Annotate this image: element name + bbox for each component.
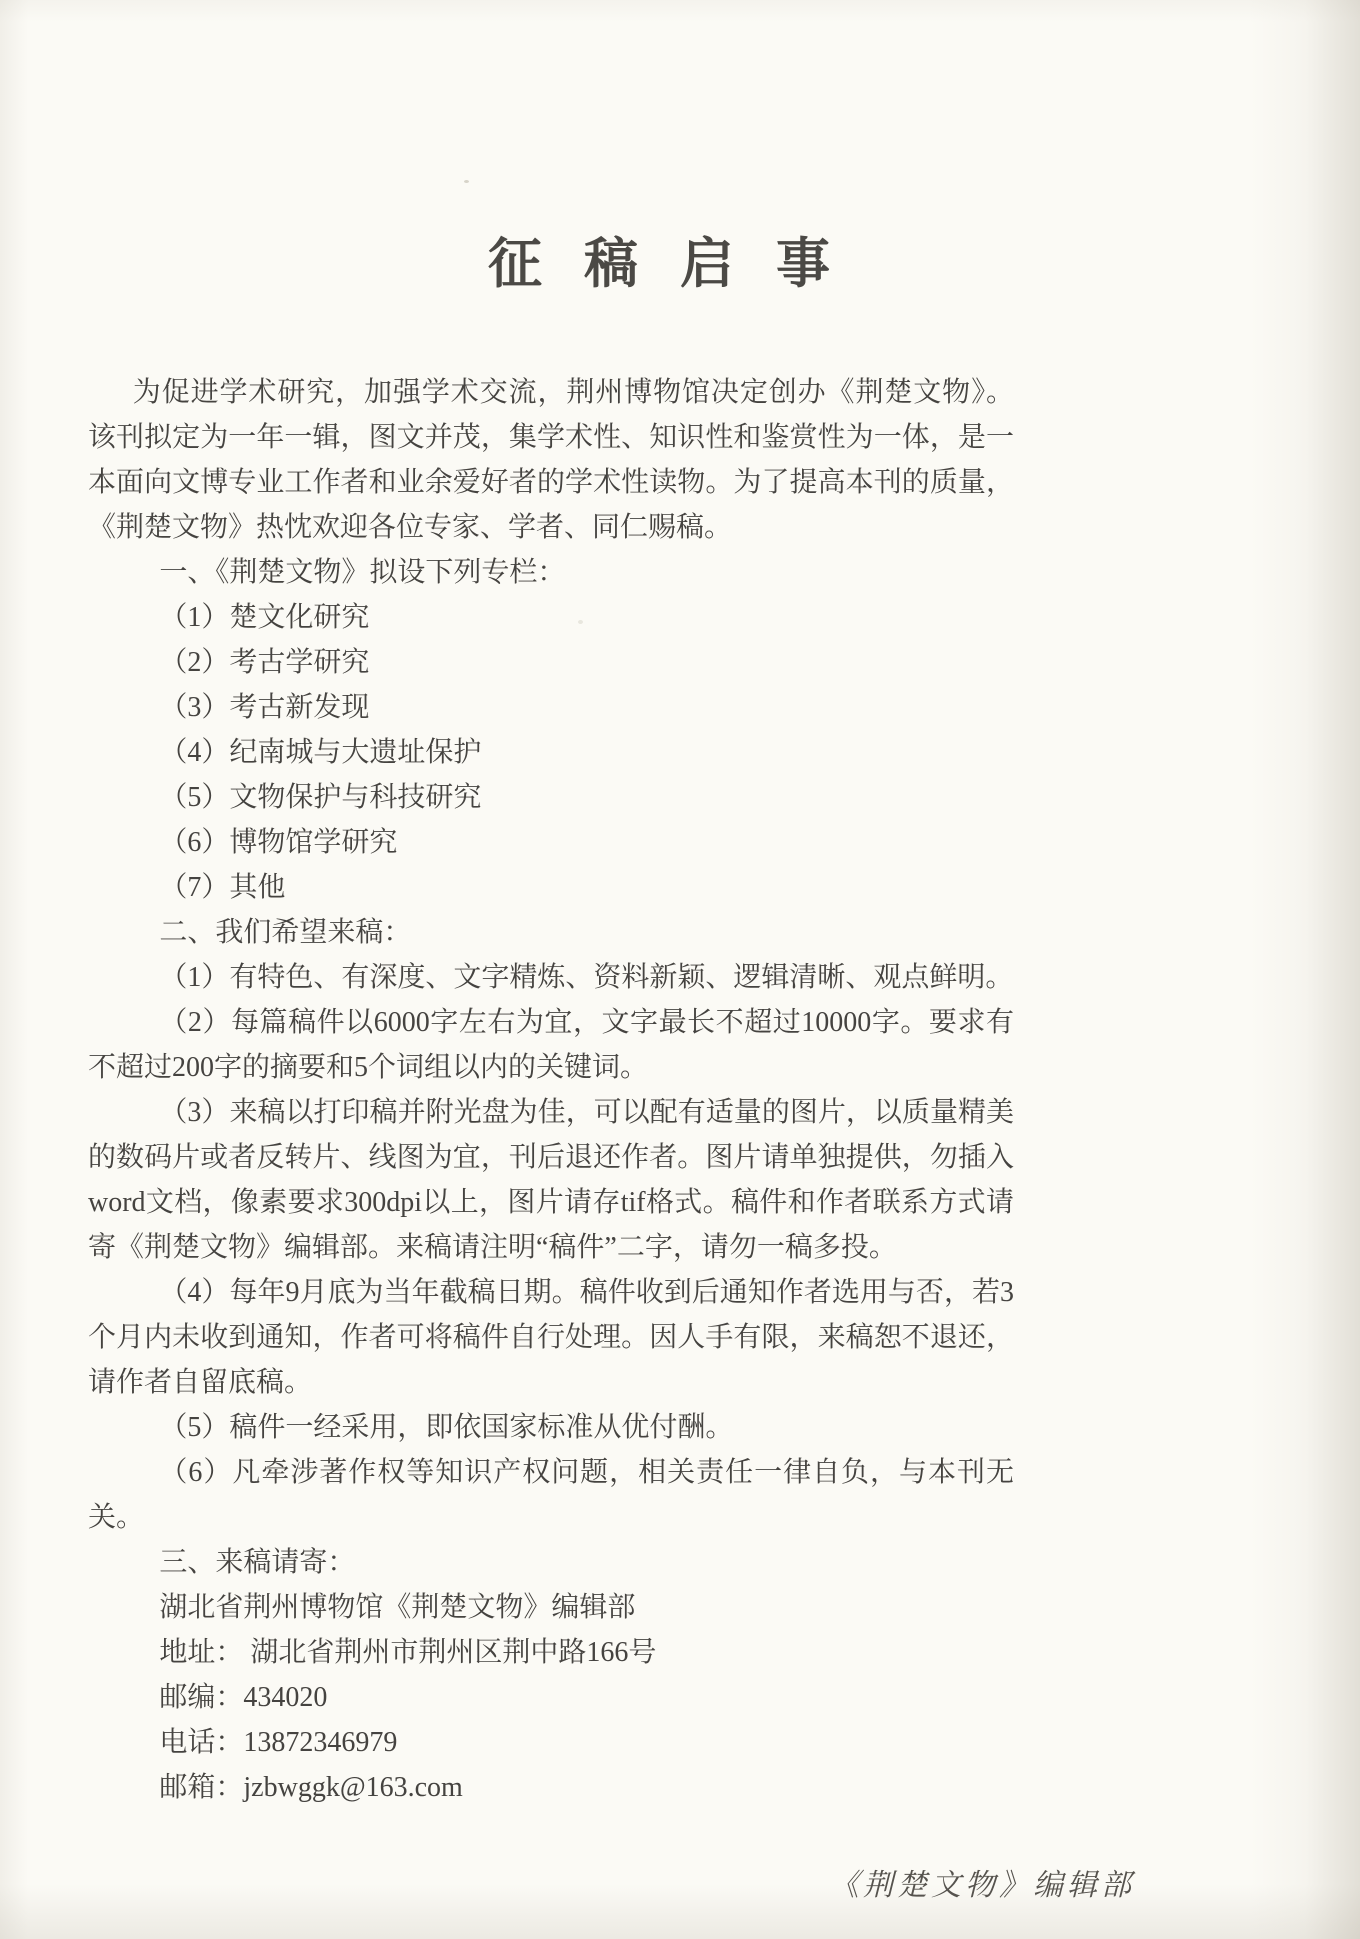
section3-heading: 三、来稿请寄： bbox=[159, 1547, 356, 1578]
contact-recipient: 湖北省荆州博物馆《荆楚文物》编辑部 bbox=[159, 1592, 636, 1623]
document-body bbox=[88, 370, 1014, 1810]
section2-item-1: （1）有特色、有深度、文字精炼、资料新颖、逻辑清晰、观点鲜明。 bbox=[159, 962, 1014, 993]
section1-item-4: （4）纪南城与大遗址保护 bbox=[159, 737, 482, 768]
section1-item-6: （6）博物馆学研究 bbox=[159, 827, 398, 858]
section2-item-6: （6）凡牵涉著作权等知识产权问题，相关责任一律自负，与本刊无关。 bbox=[88, 1457, 1014, 1533]
section2-heading: 二、我们希望来稿： bbox=[159, 917, 412, 948]
section2-item-5: （5）稿件一经采用，即依国家标准从优付酬。 bbox=[159, 1412, 734, 1443]
contact-email: 邮箱：jzbwggk@163.com bbox=[159, 1772, 463, 1803]
contact-phone: 电话：13872346979 bbox=[159, 1727, 398, 1758]
section2-item-4: （4）每年9月底为当年截稿日期。稿件收到后通知作者选用与否，若3个月内未收到通知，作者可将稿件自行处理。因人手有限，来稿恕不退还，请作者自留底稿。 bbox=[88, 1277, 1014, 1398]
editorial-signature: 《荆楚文物》编辑部 bbox=[829, 1869, 1135, 1902]
section1-item-3: （3）考古新发现 bbox=[159, 692, 370, 723]
page-title: 征稿启事 bbox=[488, 234, 872, 294]
section1-item-5: （5）文物保护与科技研究 bbox=[159, 782, 482, 813]
section2-item-3: （3）来稿以打印稿并附光盘为佳，可以配有适量的图片，以质量精美的数码片或者反转片、线图为宜，刊后退还作者。图片请单独提供，勿插入word文档，像素要求300dpi以上，图片请存tif格式。稿件和作者联系方式请寄《荆楚文物》编辑部。来稿请注明“稿件”二字，请勿一稿多投。 bbox=[88, 1097, 1014, 1263]
scan-speck bbox=[578, 620, 583, 624]
contact-address: 地址： 湖北省荆州市荆州区荆中路166号 bbox=[159, 1637, 657, 1668]
intro-paragraph: 为促进学术研究，加强学术交流，荆州博物馆决定创办《荆楚文物》。该刊拟定为一年一辑，图文并茂，集学术性、知识性和鉴赏性为一体，是一本面向文博专业工作者和业余爱好者的学术性读物。为了提高本刊的质量，《荆楚文物》热忱欢迎各位专家、学者、同仁赐稿。 bbox=[88, 377, 1014, 543]
section2-item-2: （2）每篇稿件以6000字左右为宜，文字最长不超过10000字。要求有不超过200字的摘要和5个词组以内的关键词。 bbox=[88, 1007, 1014, 1083]
section1-item-7: （7）其他 bbox=[159, 872, 286, 903]
section1-heading: 一、《荆楚文物》拟设下列专栏： bbox=[159, 557, 566, 588]
contact-postcode: 邮编：434020 bbox=[159, 1682, 328, 1713]
section1-item-1: （1）楚文化研究 bbox=[159, 602, 370, 633]
section1-item-2: （2）考古学研究 bbox=[159, 647, 370, 678]
scan-speck bbox=[464, 180, 469, 183]
